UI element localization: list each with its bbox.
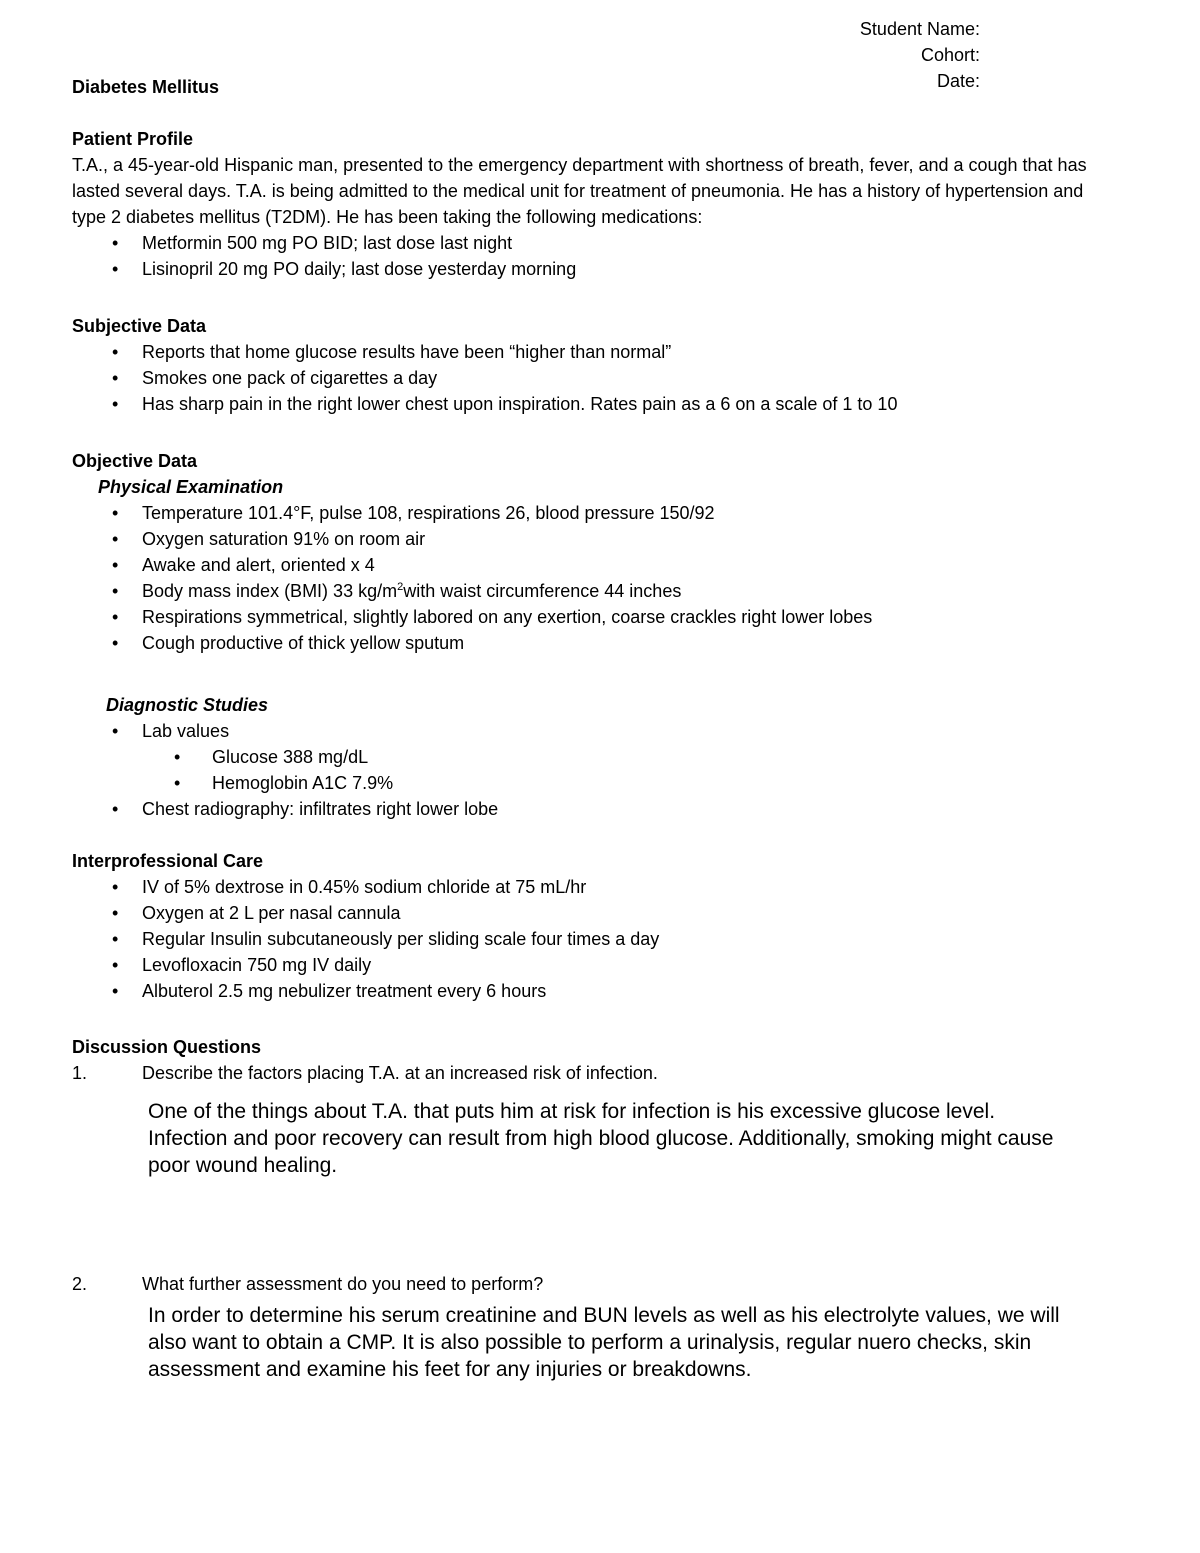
bmi-text-after: with waist circumference 44 inches (403, 581, 682, 601)
list-item: • Albuterol 2.5 mg nebulizer treatment every 6 hours (72, 978, 1132, 1004)
list-item: • Has sharp pain in the right lower chest upon inspiration. Rates pain as a 6 on a scale of 1 to 10 (72, 391, 1132, 417)
subjective-section (72, 313, 1132, 417)
diagnostic-heading: Diagnostic Studies (106, 695, 269, 715)
interprofessional-list (72, 874, 1132, 1004)
bmi-item (72, 578, 1132, 604)
question-text: What further assessment do you need to perform? (142, 1274, 544, 1294)
question-text: Describe the factors placing T.A. at an increased risk of infection. (142, 1063, 658, 1083)
answer-1: One of the things about T.A. that puts him at risk for infection is his excessive glucose level. Infection and poor recovery can result from high blood glucose. Additionally, smoking might cause poor wound healing. (148, 1100, 1054, 1177)
subjective-list (72, 339, 1132, 417)
list-item: • Smokes one pack of cigarettes a day (72, 365, 1132, 391)
list-item: • Cough productive of thick yellow sputum (72, 630, 1132, 656)
list-item: • Metformin 500 mg PO BID; last dose last night (72, 230, 1132, 256)
physical-exam-heading: Physical Examination (98, 477, 284, 497)
interprofessional-section (72, 848, 1132, 1004)
list-item: • Lab values (72, 718, 1132, 744)
objective-heading: Objective Data (72, 451, 198, 471)
question-2 (72, 1271, 1132, 1297)
patient-profile-heading: Patient Profile (72, 129, 194, 149)
question-number: 2. (72, 1274, 88, 1294)
subjective-heading: Subjective Data (72, 316, 207, 336)
question-number: 1. (72, 1063, 88, 1083)
answer-2: In order to determine his serum creatinine and BUN levels as well as his electrolyte values, we will also want to obtain a CMP. It is also possible to perform a urinalysis, regular nuero checks, skin assessment and examine his feet for any injuries or breakdowns. (148, 1304, 1060, 1381)
list-item: • Chest radiography: infiltrates right lower lobe (72, 796, 1132, 822)
diagnostic-section (72, 692, 1132, 822)
question-2-block (72, 1271, 1132, 1297)
list-item: • Awake and alert, oriented x 4 (72, 552, 1132, 578)
list-item: • Hemoglobin A1C 7.9% (72, 770, 1132, 796)
date-label: Date: (936, 71, 980, 91)
list-item: • Respirations symmetrical, slightly labored on any exertion, coarse crackles right lower lobes (72, 604, 1132, 630)
list-item: • IV of 5% dextrose in 0.45% sodium chloride at 75 mL/hr (72, 874, 1132, 900)
list-item: • Regular Insulin subcutaneously per sliding scale four times a day (72, 926, 1132, 952)
physical-exam-list (72, 500, 1132, 656)
discussion-section (72, 1034, 1132, 1086)
diagnostic-list (72, 718, 1132, 822)
list-item: • Temperature 101.4°F, pulse 108, respirations 26, blood pressure 150/92 (72, 500, 1132, 526)
patient-profile-section (72, 126, 1132, 282)
list-item: • Oxygen saturation 91% on room air (72, 526, 1132, 552)
interprofessional-heading: Interprofessional Care (72, 851, 264, 871)
question-1 (72, 1060, 1132, 1086)
objective-section (72, 448, 1132, 656)
document-title: Diabetes Mellitus (72, 77, 220, 97)
cohort-label: Cohort: (920, 45, 980, 65)
discussion-heading: Discussion Questions (72, 1037, 262, 1057)
patient-profile-text: T.A., a 45-year-old Hispanic man, presented to the emergency department with shortness of breath, fever, and a cough that has lasted several days. T.A. is being admitted to the medical unit for treatment of pneumonia. He has a history of hypertension and type 2 diabetes mellitus (T2DM). He has been taking the following medications: (72, 155, 1087, 227)
list-item: • Oxygen at 2 L per nasal cannula (72, 900, 1132, 926)
student-name-label: Student Name: (859, 19, 980, 39)
bmi-superscript: 2 (397, 581, 404, 593)
list-item: • Levofloxacin 750 mg IV daily (72, 952, 1132, 978)
list-item: • Reports that home glucose results have been “higher than normal” (72, 339, 1132, 365)
medication-list (72, 230, 1132, 282)
list-item: • Glucose 388 mg/dL (72, 744, 1132, 770)
bmi-text: Body mass index (BMI) 33 kg/m (142, 581, 398, 601)
list-item: • Lisinopril 20 mg PO daily; last dose yesterday morning (72, 256, 1132, 282)
